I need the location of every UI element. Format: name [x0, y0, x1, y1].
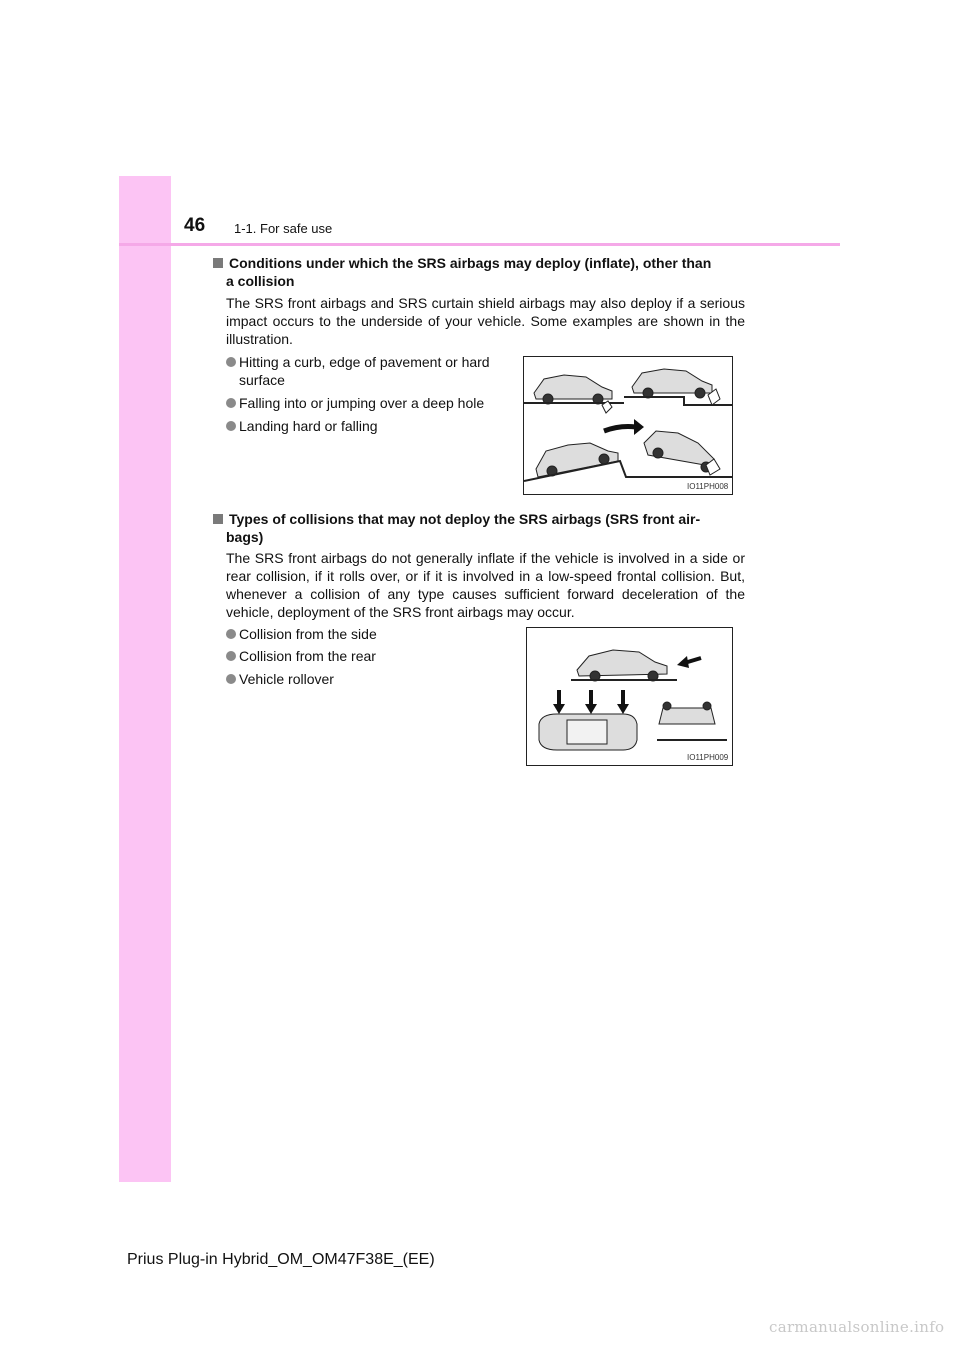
figure-non-deploy-collisions — [526, 627, 733, 766]
section2-bullet-1 — [226, 625, 377, 643]
section-title: 1-1. For safe use — [234, 221, 333, 236]
section1-bullet-1 — [226, 353, 490, 389]
section2-heading-line2: bags) — [226, 529, 264, 545]
car-impact-illustration — [524, 357, 732, 494]
square-bullet-icon — [213, 514, 223, 524]
watermark: carmanualsonline.info — [769, 1318, 945, 1336]
section2-heading-line1: Types of collisions that may not deploy the SRS airbags (SRS front air- — [229, 511, 701, 527]
bullet-text: Hitting a curb, edge of pavement or hard — [239, 354, 490, 370]
section2-bullet-3 — [226, 670, 334, 688]
bullet-dot-icon — [226, 357, 236, 367]
section1-heading-line2: a collision — [226, 273, 295, 289]
square-bullet-icon — [213, 258, 223, 268]
bullet-text: Vehicle rollover — [239, 671, 334, 687]
section1-heading-line1: Conditions under which the SRS airbags may deploy (inflate), other than — [229, 255, 712, 271]
bullet-dot-icon — [226, 398, 236, 408]
bullet-text-cont: surface — [239, 372, 285, 388]
section2-body: The SRS front airbags do not generally inflate if the vehicle is involved in a side or rear collision, if it rolls over, or if it is involved in a low-speed frontal collision. But, whenever a collision of any type causes sufficient forward deceleration of the vehicle, deployment of the SRS front airbags may occur. — [226, 550, 745, 620]
footer-document-id: Prius Plug-in Hybrid_OM_OM47F38E_(EE) — [127, 1251, 435, 1268]
bullet-dot-icon — [226, 421, 236, 431]
side-color-band — [119, 176, 171, 1182]
bullet-dot-icon — [226, 651, 236, 661]
section2-heading — [213, 510, 753, 546]
page-number: 46 — [184, 215, 206, 236]
collision-types-illustration — [527, 628, 732, 765]
section1-bullet-3 — [226, 417, 378, 435]
bullet-text: Collision from the side — [239, 626, 377, 642]
header-rule — [119, 243, 840, 246]
bullet-text: Collision from the rear — [239, 648, 376, 664]
bullet-dot-icon — [226, 674, 236, 684]
figure-underside-impact — [523, 356, 733, 495]
figure-code-1: IO11PH008 — [687, 482, 729, 491]
bullet-text: Landing hard or falling — [239, 418, 378, 434]
figure-code-2: IO11PH009 — [687, 753, 729, 762]
section1-body: The SRS front airbags and SRS curtain shield airbags may also deploy if a serious impact occurs to the underside of your vehicle. Some examples are shown in the illustration. — [226, 295, 745, 347]
section1-heading — [213, 254, 753, 290]
bullet-text: Falling into or jumping over a deep hole — [239, 395, 485, 411]
section1-bullet-2 — [226, 394, 484, 412]
bullet-dot-icon — [226, 629, 236, 639]
section2-bullet-2 — [226, 647, 376, 665]
